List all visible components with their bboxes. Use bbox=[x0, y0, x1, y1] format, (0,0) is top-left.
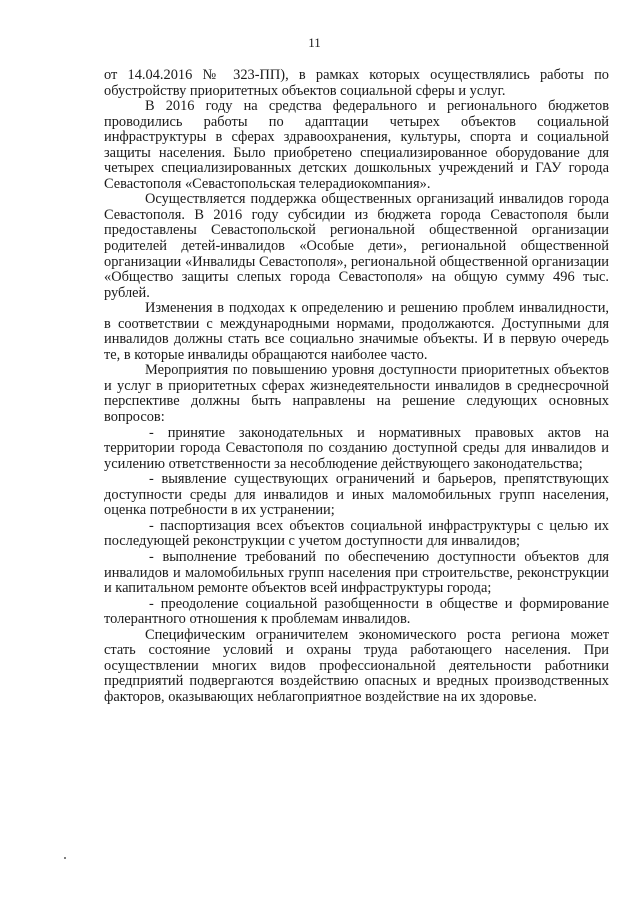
scan-artifact-dot bbox=[64, 857, 66, 859]
paragraph-labor-safety: Специфическим ограничителем экономического роста региона может стать состояние условий и охраны труда работающего населения. При осуществлении многих видов профессиональной деятельности работники предприятий подвергаются воздействию опасных и вредных производственных факторов, оказывающих неблагоприятное воздействие на их здоровье. bbox=[104, 626, 609, 705]
list-item-legislation: - принятие законодательных и нормативных правовых актов на территории города Севастополя по созданию доступной среды для инвалидов и усилению ответственности за несоблюдение действующего законодательства; bbox=[104, 424, 609, 472]
list-item-accessibility-requirements: - выполнение требований по обеспечению доступности объектов для инвалидов и маломобильных групп населения при строительстве, реконструкции и капитальном ремонте объектов всей инфраструктуры города; bbox=[104, 548, 609, 597]
list-item-barriers: - выявление существующих ограничений и барьеров, препятствующих доступности среды для инвалидов и иных маломобильных групп населения, оценка потребности в их устранении; bbox=[104, 471, 609, 519]
document-body bbox=[104, 68, 609, 705]
paragraph-approach-changes: Изменения в подходах к определению и решению проблем инвалидности, в соответствии с международными нормами, продолжаются. Доступными для инвалидов должны стать все социально значимые объекты. И в первую очередь те, в которые инвалиды обращаются наиболее часто. bbox=[104, 300, 609, 363]
paragraph-measures-intro: Мероприятия по повышению уровня доступности приоритетных объектов и услуг в приоритетных сферах жизнедеятельности инвалидов в среднесрочной перспективе должны быть направлены на решение следующих основных вопросов: bbox=[104, 362, 609, 426]
paragraph-ngo-support: Осуществляется поддержка общественных организаций инвалидов города Севастополя. В 2016 году субсидии из бюджета города Севастополя были предоставлены Севастопольской региональной общественной организации родителей детей-инвалидов «Особые дети», региональной общественной организации «Инвалиды Севастополя», региональной общественной организации «Общество защиты слепых города Севастополя» на общую сумму 496 тыс. рублей. bbox=[104, 191, 609, 301]
paragraph-adaptation-2016: В 2016 году на средства федерального и регионального бюджетов проводились работы по адаптации четырех объектов социальной инфраструктуры в сферах здравоохранения, культуры, спорта и социальной защиты населения. Было приобретено специализированное оборудование для четырех специализированных детских дошкольных учреждений и ГАУ города Севастополя «Севастопольская телерадиокомпания». bbox=[104, 98, 609, 192]
page-number: 11 bbox=[308, 35, 321, 50]
list-item-passportization: - паспортизация всех объектов социальной инфраструктуры с целью их последующей реконструкции с учетом доступности для инвалидов; bbox=[104, 517, 609, 550]
list-item-social-disunity: - преодоление социальной разобщенности в обществе и формирование толерантного отношения к проблемам инвалидов. bbox=[104, 595, 609, 628]
paragraph-continuation: от 14.04.2016 № 323-ПП), в рамках которых осуществлялись работы по обустройству приоритетных объектов социальной сферы и услуг. bbox=[104, 67, 609, 99]
